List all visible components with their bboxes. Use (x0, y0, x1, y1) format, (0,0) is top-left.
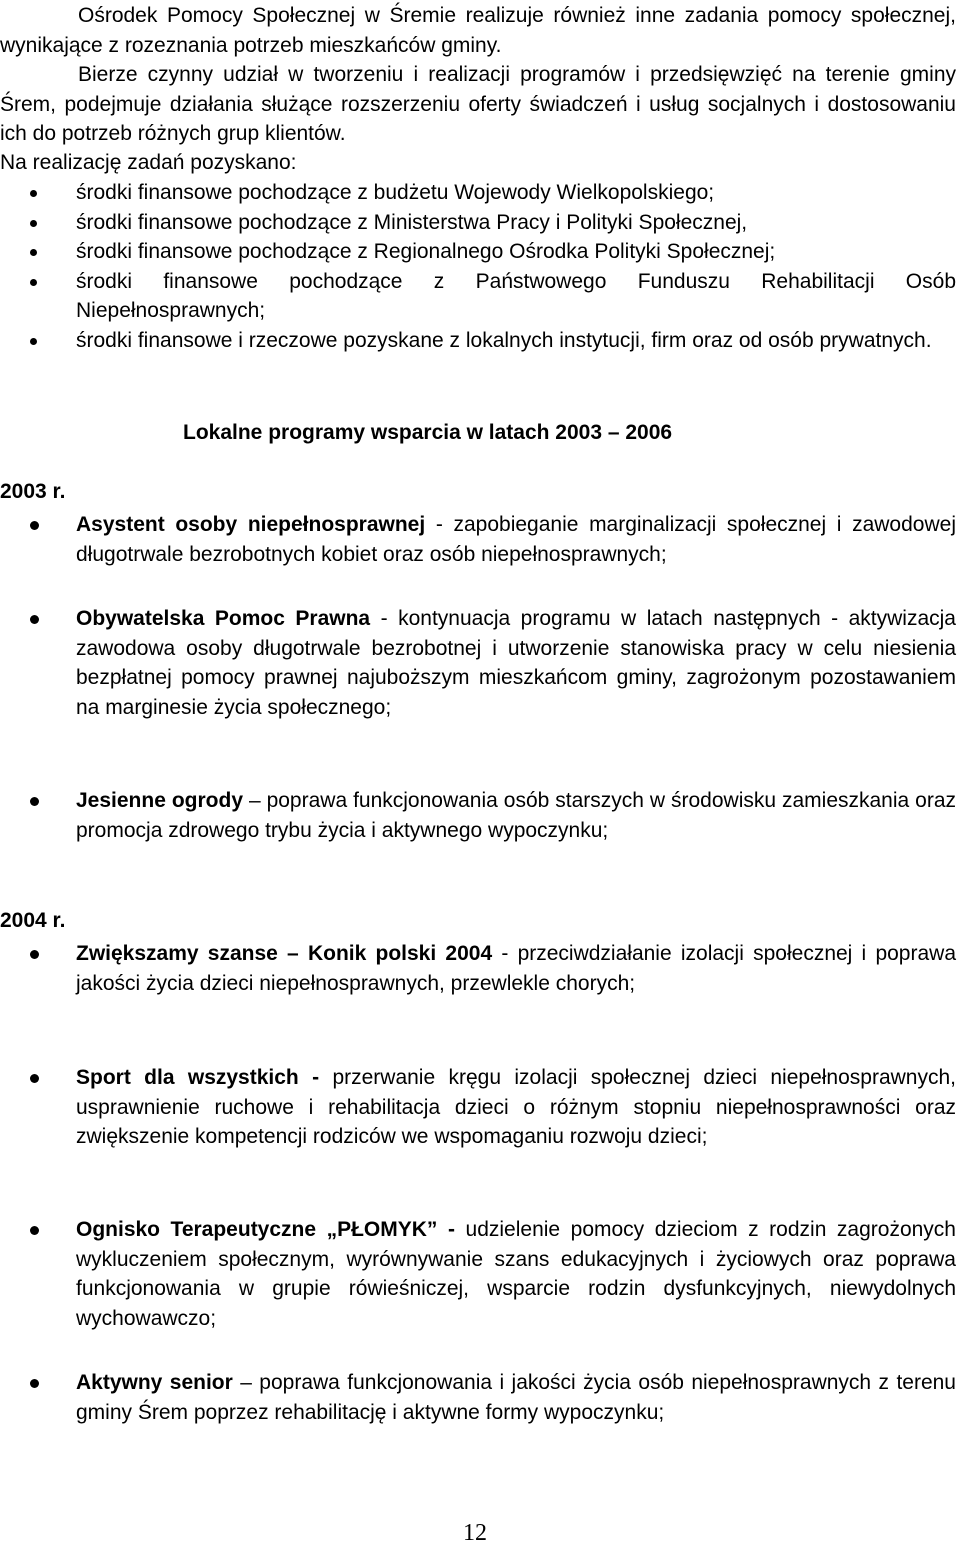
section-title: Lokalne programy wsparcia w latach 2003 – 2006 (183, 421, 673, 444)
funding-lead: Na realizację zadań pozyskano: (0, 151, 297, 174)
list-item: środki finansowe pochodzące z budżetu Wojewody Wielkopolskiego; (0, 178, 956, 208)
program-item (0, 1215, 956, 1333)
program-description: – poprawa funkcjonowania osób starszych w środowisku zamieszkania oraz promocja zdrowego trybu życia i aktywnego wypoczynku; (76, 789, 956, 842)
bullet-icon (30, 1074, 39, 1083)
page-number: 12 (463, 1520, 487, 1546)
program-item (0, 1368, 956, 1427)
bullet-icon (30, 190, 37, 197)
list-item: środki finansowe pochodzące z Państwowego Funduszu Rehabilitacji Osób Niepełnosprawnych; (0, 267, 956, 326)
bullet-icon (30, 1379, 39, 1388)
program-description: - zapobieganie marginalizacji społecznej i zawodowej długotrwale bezrobotnych kobiet oraz osób niepełnosprawnych; (76, 513, 956, 566)
bullet-icon (30, 220, 37, 227)
program-description: – poprawa funkcjonowania i jakości życia osób niepełnosprawnych z terenu gminy Śrem poprzez rehabilitację i aktywne formy wypoczynku; (76, 1371, 956, 1424)
program-description: przerwanie kręgu izolacji społecznej dzieci niepełnosprawnych, usprawnienie ruchowe i rehabilitacja dzieci o różnym stopniu niepełnosprawności oraz zwiększenie kompetencji rodziców we wspomaganiu rozwoju dzieci; (76, 1066, 956, 1148)
bullet-icon (30, 279, 37, 286)
program-name: Aktywny senior (76, 1371, 233, 1394)
bullet-icon (30, 521, 39, 530)
program-description: - przeciwdziałanie izolacji społecznej i poprawa jakości życia dzieci niepełnosprawnych, przewlekle chorych; (76, 942, 957, 995)
program-description: - kontynuacja programu w latach następnych - aktywizacja zawodowa osoby długotrwale bezrobotnej i utworzenie stanowiska pracy w celu niesienia bezpłatnej pomocy prawnej najuboższym mieszkańcom gminy, zagrożonym pozostawaniem na marginesie życia społecznego; (76, 607, 956, 719)
bullet-icon (30, 615, 39, 624)
list-item: środki finansowe i rzeczowe pozyskane z lokalnych instytucji, firm oraz od osób prywatnych. (0, 326, 956, 356)
bullet-icon (30, 249, 37, 256)
program-item (0, 1063, 956, 1152)
program-name: Asystent osoby niepełnosprawnej (76, 513, 426, 536)
bullet-icon (30, 338, 37, 345)
funding-list (0, 178, 956, 355)
program-item (0, 939, 956, 998)
program-item (0, 604, 956, 722)
program-name: Obywatelska Pomoc Prawna (76, 607, 371, 630)
program-name: Ognisko Terapeutyczne „PŁOMYK” - (76, 1218, 455, 1241)
bullet-icon (30, 950, 39, 959)
intro-paragraph-1: Ośrodek Pomocy Społecznej w Śremie realizuje również inne zadania pomocy społecznej, wynikające z rozeznania potrzeb mieszkańców gminy. (0, 4, 956, 57)
program-name: Jesienne ogrody (76, 789, 243, 812)
list-item: środki finansowe pochodzące z Ministerstwa Pracy i Polityki Społecznej, (0, 208, 956, 238)
program-description: udzielenie pomocy dzieciom z rodzin zagrożonych wykluczeniem społecznym, wyrównywanie szans edukacyjnych i życiowych oraz poprawa funkcjonowania w grupie rówieśniczej, wsparcie rodzin dysfunkcyjnych, niewydolnych wychowawczo; (76, 1218, 956, 1330)
year-label-2004: 2004 r. (0, 909, 66, 932)
list-item: środki finansowe pochodzące z Regionalnego Ośrodka Polityki Społecznej; (0, 237, 956, 267)
program-item (0, 510, 956, 569)
program-name: Sport dla wszystkich - (76, 1066, 320, 1089)
program-item (0, 786, 956, 845)
bullet-icon (30, 1226, 39, 1235)
program-name: Zwiększamy szanse – Konik polski 2004 (76, 942, 493, 965)
year-label-2003: 2003 r. (0, 480, 66, 503)
bullet-icon (30, 797, 39, 806)
intro-paragraph-2: Bierze czynny udział w tworzeniu i realizacji programów i przedsięwzięć na terenie gminy Śrem, podejmuje działania służące rozszerzeniu oferty świadczeń i usług socjalnych i dostosowaniu ich do potrzeb różnych grup klientów. (0, 63, 956, 145)
